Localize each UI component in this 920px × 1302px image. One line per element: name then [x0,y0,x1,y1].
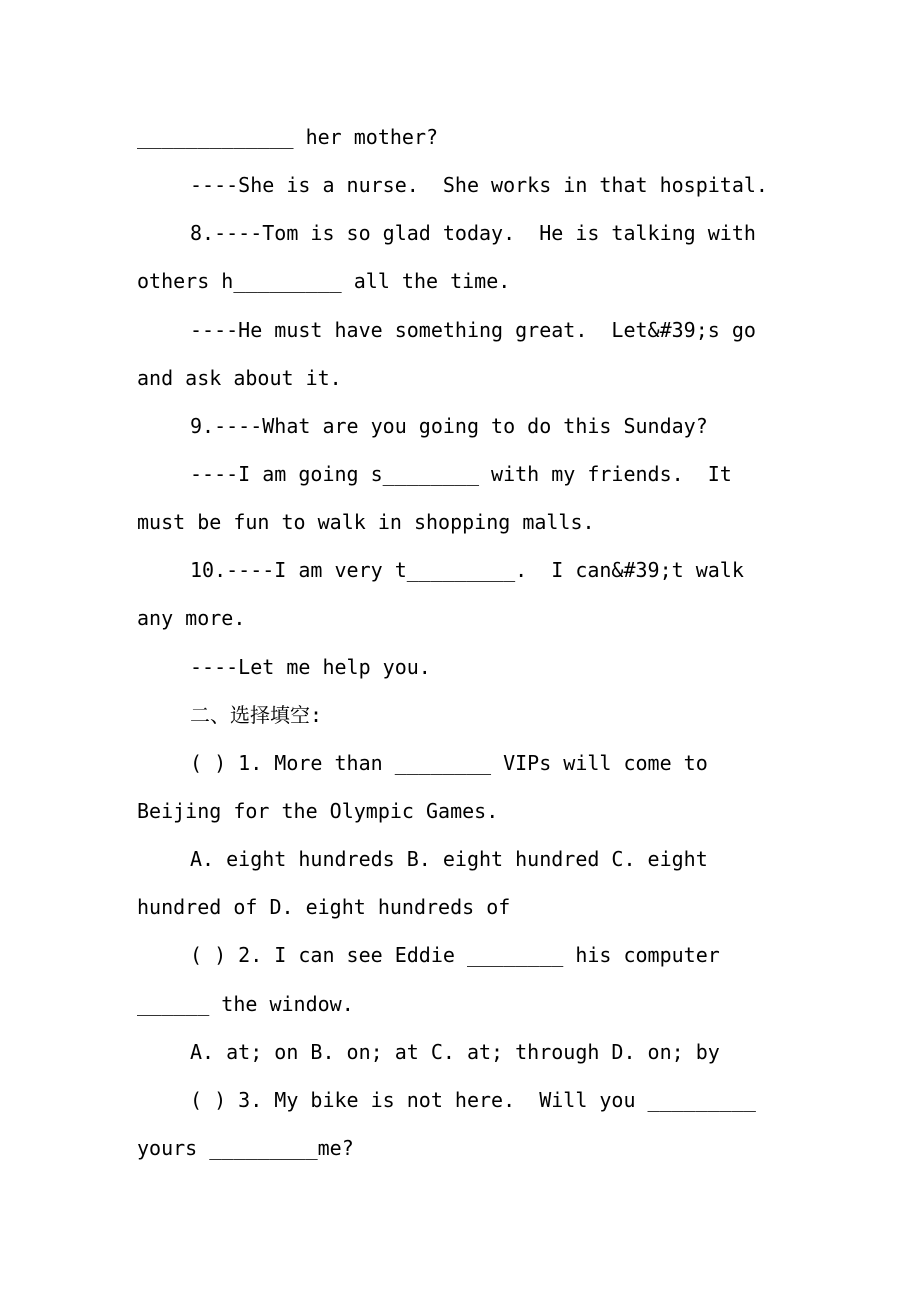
text-line: 二、选择填空: [190,702,323,727]
text-line: _____________ her mother? [137,125,439,149]
text-line: 10.----I am very t_________. I can&#39;t walk [190,558,744,583]
text-line: ( ) 3. My bike is not here. Will you _________ [190,1087,756,1112]
text-line: ----Let me help you. [190,654,431,679]
text-line: ----I am going s________ with my friends. It [190,461,732,486]
text-line: A. eight hundreds B. eight hundred C. eight [190,847,708,872]
text-line: ----She is a nurse. She works in that hospital. [190,173,768,198]
text-line: Beijing for the Olympic Games. [137,798,499,823]
text-line: ( ) 2. I can see Eddie ________ his computer [190,943,720,968]
text-line: ( ) 1. More than ________ VIPs will come to [190,750,708,775]
text-line: A. at; on B. on; at C. at; through D. on; by [190,1039,720,1064]
text-line: 9.----What are you going to do this Sunday? [190,413,708,438]
text-line: and ask about it. [137,365,342,390]
text-line: hundred of D. eight hundreds of [137,895,511,920]
text-line: must be fun to walk in shopping malls. [137,510,595,535]
text-line: yours _________me? [137,1135,354,1160]
text-line: ______ the window. [137,991,354,1016]
text-line: ----He must have something great. Let&#39;s go [190,317,756,342]
text-line: any more. [137,606,246,631]
text-line: others h_________ all the time. [137,269,511,294]
document-body [137,113,837,1172]
text-line: 8.----Tom is so glad today. He is talking with [190,221,756,246]
